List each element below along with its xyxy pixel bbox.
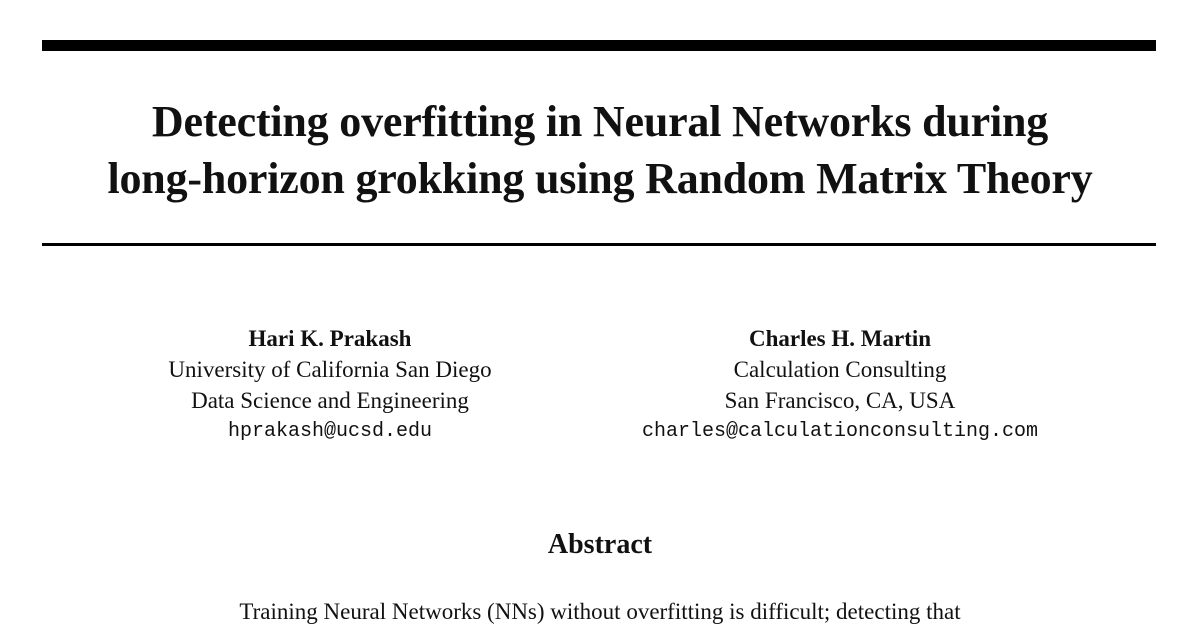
title-bottom-rule [42, 243, 1156, 246]
title-line-2: long-horizon grokking using Random Matrix Theory [107, 154, 1093, 203]
author-affiliation: Calculation Consulting [733, 357, 947, 382]
title-line-1: Detecting overfitting in Neural Networks during [151, 97, 1049, 146]
author-name: Charles H. Martin [748, 326, 932, 351]
top-rule [42, 40, 1156, 51]
author-location: San Francisco, CA, USA [724, 388, 956, 413]
author-block-1 [80, 323, 580, 447]
author-department: Data Science and Engineering [191, 388, 469, 413]
author-block-2 [590, 323, 1090, 447]
paper-title [20, 93, 1180, 207]
author-affiliation: University of California San Diego [168, 357, 492, 382]
author-name: Hari K. Prakash [248, 326, 412, 351]
author-email: charles@calculationconsulting.com [641, 420, 1039, 443]
author-email: hprakash@ucsd.edu [227, 420, 433, 443]
abstract-heading: Abstract [547, 529, 653, 560]
abstract-first-line: Training Neural Networks (NNs) without overfitting is difficult; detecting that [239, 599, 961, 624]
